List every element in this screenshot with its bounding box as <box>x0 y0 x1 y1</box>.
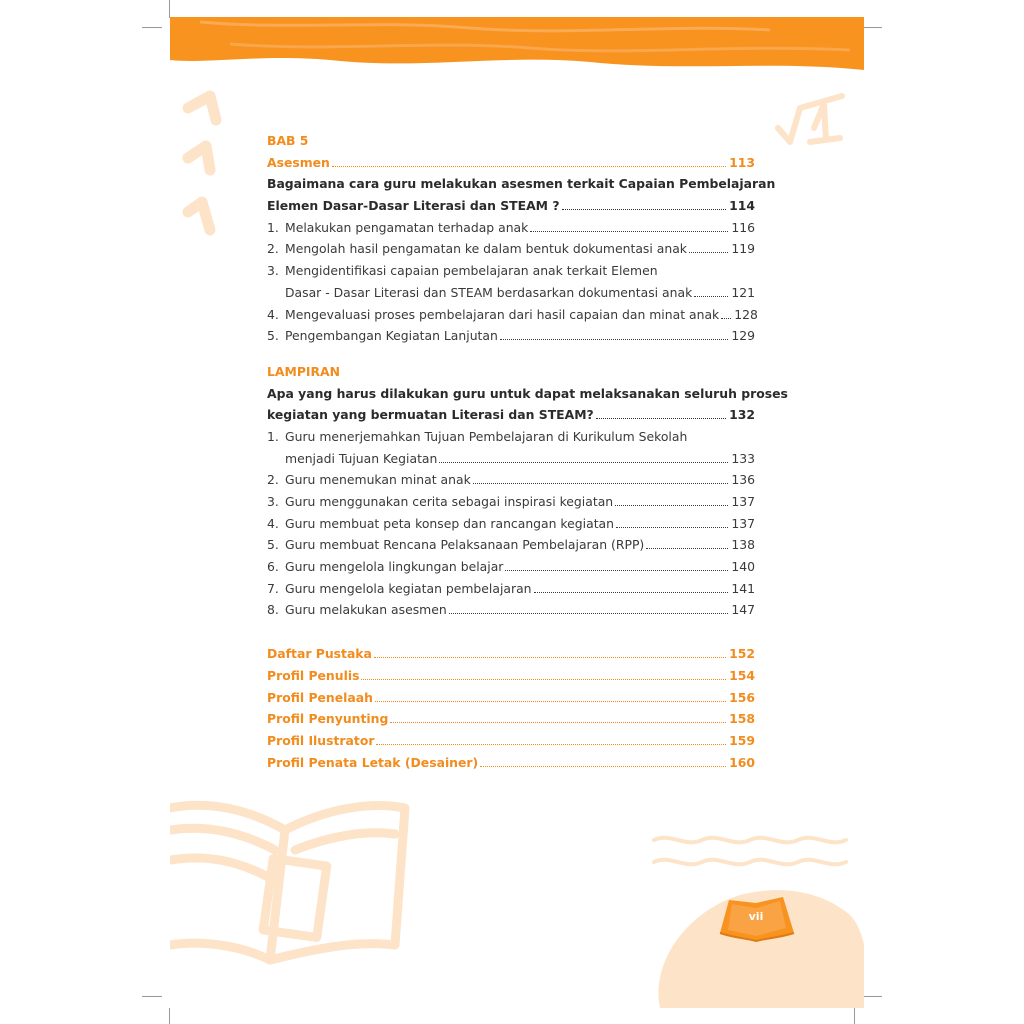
toc-backmatter-entry: Profil Penyunting 158 <box>267 711 755 727</box>
toc-item: 3. Mengidentifikasi capaian pembelajaran anak terkait Elemen <box>267 263 658 279</box>
toc-question-line: kegiatan yang bermuatan Literasi dan STEAM? 132 <box>267 407 755 423</box>
toc-backmatter-entry: Profil Penelaah 156 <box>267 689 755 705</box>
toc-backmatter-entry: Daftar Pustaka 152 <box>267 646 755 662</box>
caret-icon <box>188 96 216 230</box>
toc-item: 4. Guru membuat peta konsep dan rancangan kegiatan 137 <box>267 515 755 531</box>
book-icon <box>170 805 405 960</box>
toc-item: 3. Guru menggunakan cerita sebagai inspirasi kegiatan 137 <box>267 494 755 509</box>
sqrt-icon <box>778 96 842 142</box>
section-heading-lampiran: LAMPIRAN <box>267 363 341 379</box>
section-heading-bab5: BAB 5 <box>267 133 309 148</box>
toc-entry-asesmen: Asesmen 113 <box>267 154 755 170</box>
wave-icon <box>654 838 846 865</box>
toc-item: 4. Mengevaluasi proses pembelajaran dari hasil capaian dan minat anak 128 <box>267 306 758 322</box>
toc-backmatter-entry: Profil Penata Letak (Desainer) 160 <box>267 754 755 770</box>
toc-item: 1. Guru menerjemahkan Tujuan Pembelajaran di Kurikulum Sekolah <box>267 428 688 444</box>
toc-item: 5. Guru membuat Rencana Pelaksanaan Pembelajaran (RPP) 138 <box>267 537 755 553</box>
crop-mark <box>864 996 882 997</box>
toc-item-continued: menjadi Tujuan Kegiatan 133 <box>285 450 755 466</box>
toc-item: 7. Guru mengelola kegiatan pembelajaran 141 <box>267 580 755 596</box>
toc-item: 1. Melakukan pengamatan terhadap anak 116 <box>267 219 755 235</box>
toc-item: 5. Pengembangan Kegiatan Lanjutan 129 <box>267 328 755 344</box>
toc-question-line: Apa yang harus dilakukan guru untuk dapat melaksanakan seluruh proses <box>267 385 788 401</box>
toc-backmatter-entry: Profil Penulis 154 <box>267 667 755 683</box>
crop-mark <box>169 1008 170 1024</box>
toc-item-continued: Dasar - Dasar Literasi dan STEAM berdasarkan dokumentasi anak 121 <box>285 284 755 300</box>
toc-backmatter-entry: Profil Ilustrator 159 <box>267 732 755 748</box>
document-page <box>170 0 864 1008</box>
page-number: vii <box>748 910 764 923</box>
crop-mark <box>142 996 162 997</box>
table-of-contents <box>267 130 788 773</box>
crop-mark <box>142 27 162 28</box>
toc-item: 6. Guru mengelola lingkungan belajar 140 <box>267 559 755 575</box>
toc-item: 2. Guru menemukan minat anak 136 <box>267 472 755 488</box>
toc-item: 2. Mengolah hasil pengamatan ke dalam bentuk dokumentasi anak 119 <box>267 241 755 257</box>
toc-question-line: Elemen Dasar-Dasar Literasi dan STEAM ? 114 <box>267 198 755 214</box>
toc-question-line: Bagaimana cara guru melakukan asesmen terkait Capaian Pembelajaran <box>267 176 776 192</box>
crop-mark <box>854 1008 855 1024</box>
toc-item: 8. Guru melakukan asesmen 147 <box>267 602 755 618</box>
crop-mark <box>864 27 882 28</box>
